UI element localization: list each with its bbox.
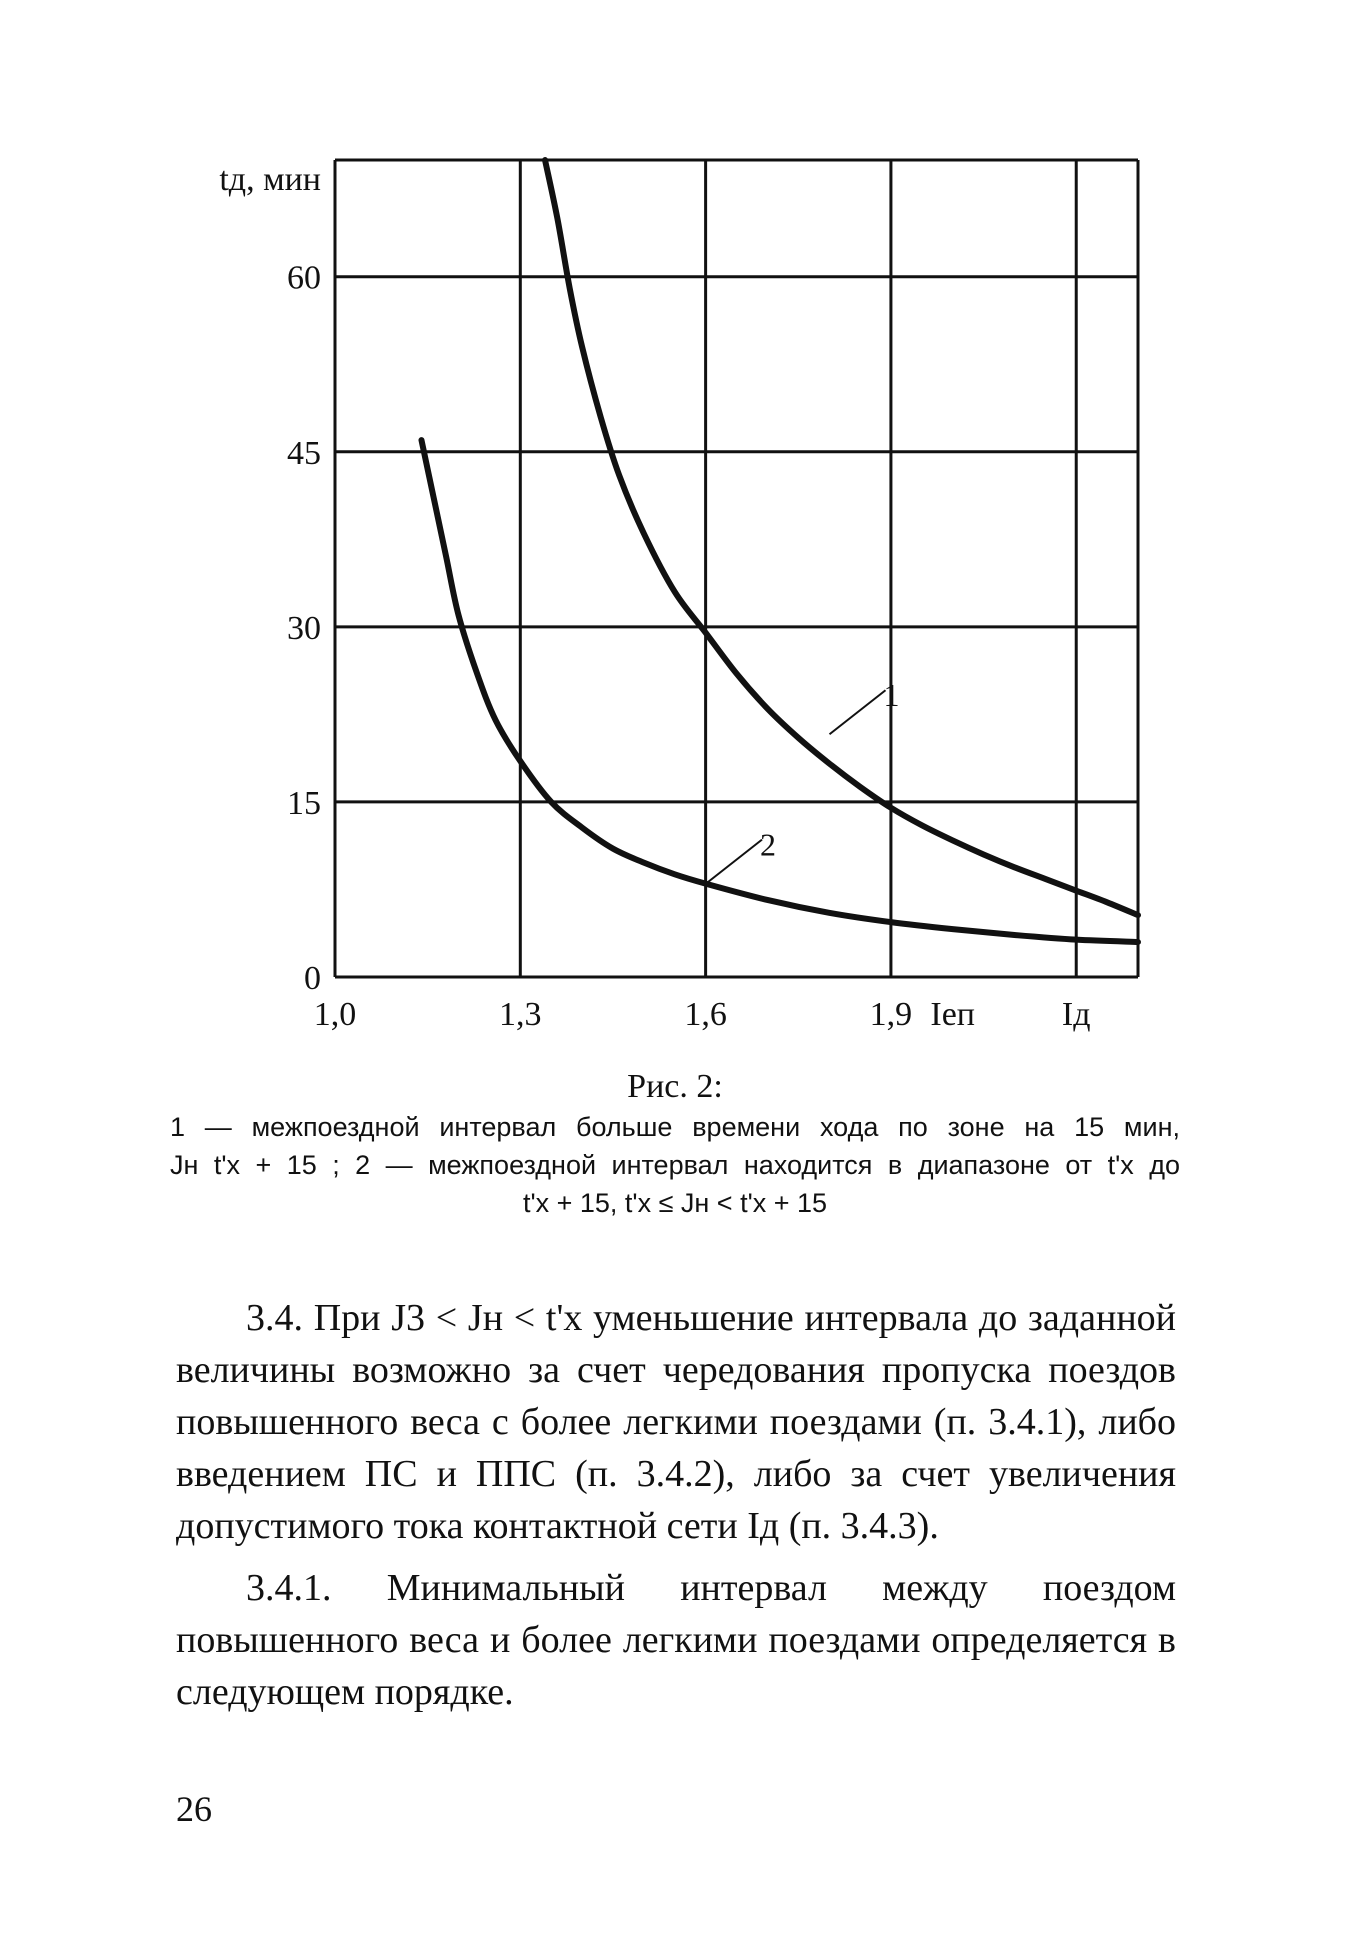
y-axis-label: tд, мин [219, 161, 321, 198]
caption-line-3: t'х + 15, t'х ≤ Jн < t'х + 15 [522, 1188, 828, 1218]
caption-title: Рис. 2: [627, 1068, 723, 1105]
page-number: 26 [176, 1789, 212, 1829]
y-tick-label: 0 [304, 960, 321, 997]
x-tick-label: 1,3 [499, 996, 542, 1033]
paragraph-3-4: 3.4. При J3 < Jн < t'х уменьшение интервала до заданной величины возможно за счет чередования пропуска поездов повышенного веса с более легкими поездами (п. 3.4.1), либо введением ПС и ППС (п. 3.4.2), либо за счет увеличения допустимого тока контактной сети Iд (п. 3.4.3). [176, 1297, 1176, 1547]
chart-ticks [287, 260, 1091, 1033]
x-tick-label: 1,0 [313, 996, 357, 1033]
curve-label-2: 2 [759, 826, 776, 863]
y-tick-label: 15 [287, 784, 321, 822]
body-text [176, 1292, 1176, 1728]
curve-label-1: 1 [883, 677, 900, 714]
curve-label-leader [706, 840, 762, 884]
chart-grid [335, 160, 1138, 977]
x-axis-extra-label: Iд [1061, 996, 1091, 1033]
curve-label-leader [830, 690, 886, 734]
y-tick-label: 30 [287, 609, 321, 647]
y-tick-label: 45 [287, 434, 321, 472]
x-axis-extra-label: Iеп [930, 996, 975, 1033]
caption-line-2: Jн t'х + 15 ; 2 — межпоездной интервал находится в диапазоне от t'х до [170, 1150, 1180, 1180]
caption-line-1: 1 — межпоездной интервал больше времени хода по зоне на 15 мин, [170, 1112, 1180, 1142]
series-2-line [421, 440, 1138, 942]
y-tick-label: 60 [287, 259, 321, 297]
x-tick-label: 1,9 [869, 996, 913, 1033]
figure-caption [170, 1068, 1180, 1222]
x-tick-label: 1,6 [684, 996, 727, 1033]
paragraph-3-4-1: 3.4.1. Минимальный интервал между поездом повышенного веса и более легкими поездами определяется в следующем порядке. [176, 1567, 1176, 1713]
